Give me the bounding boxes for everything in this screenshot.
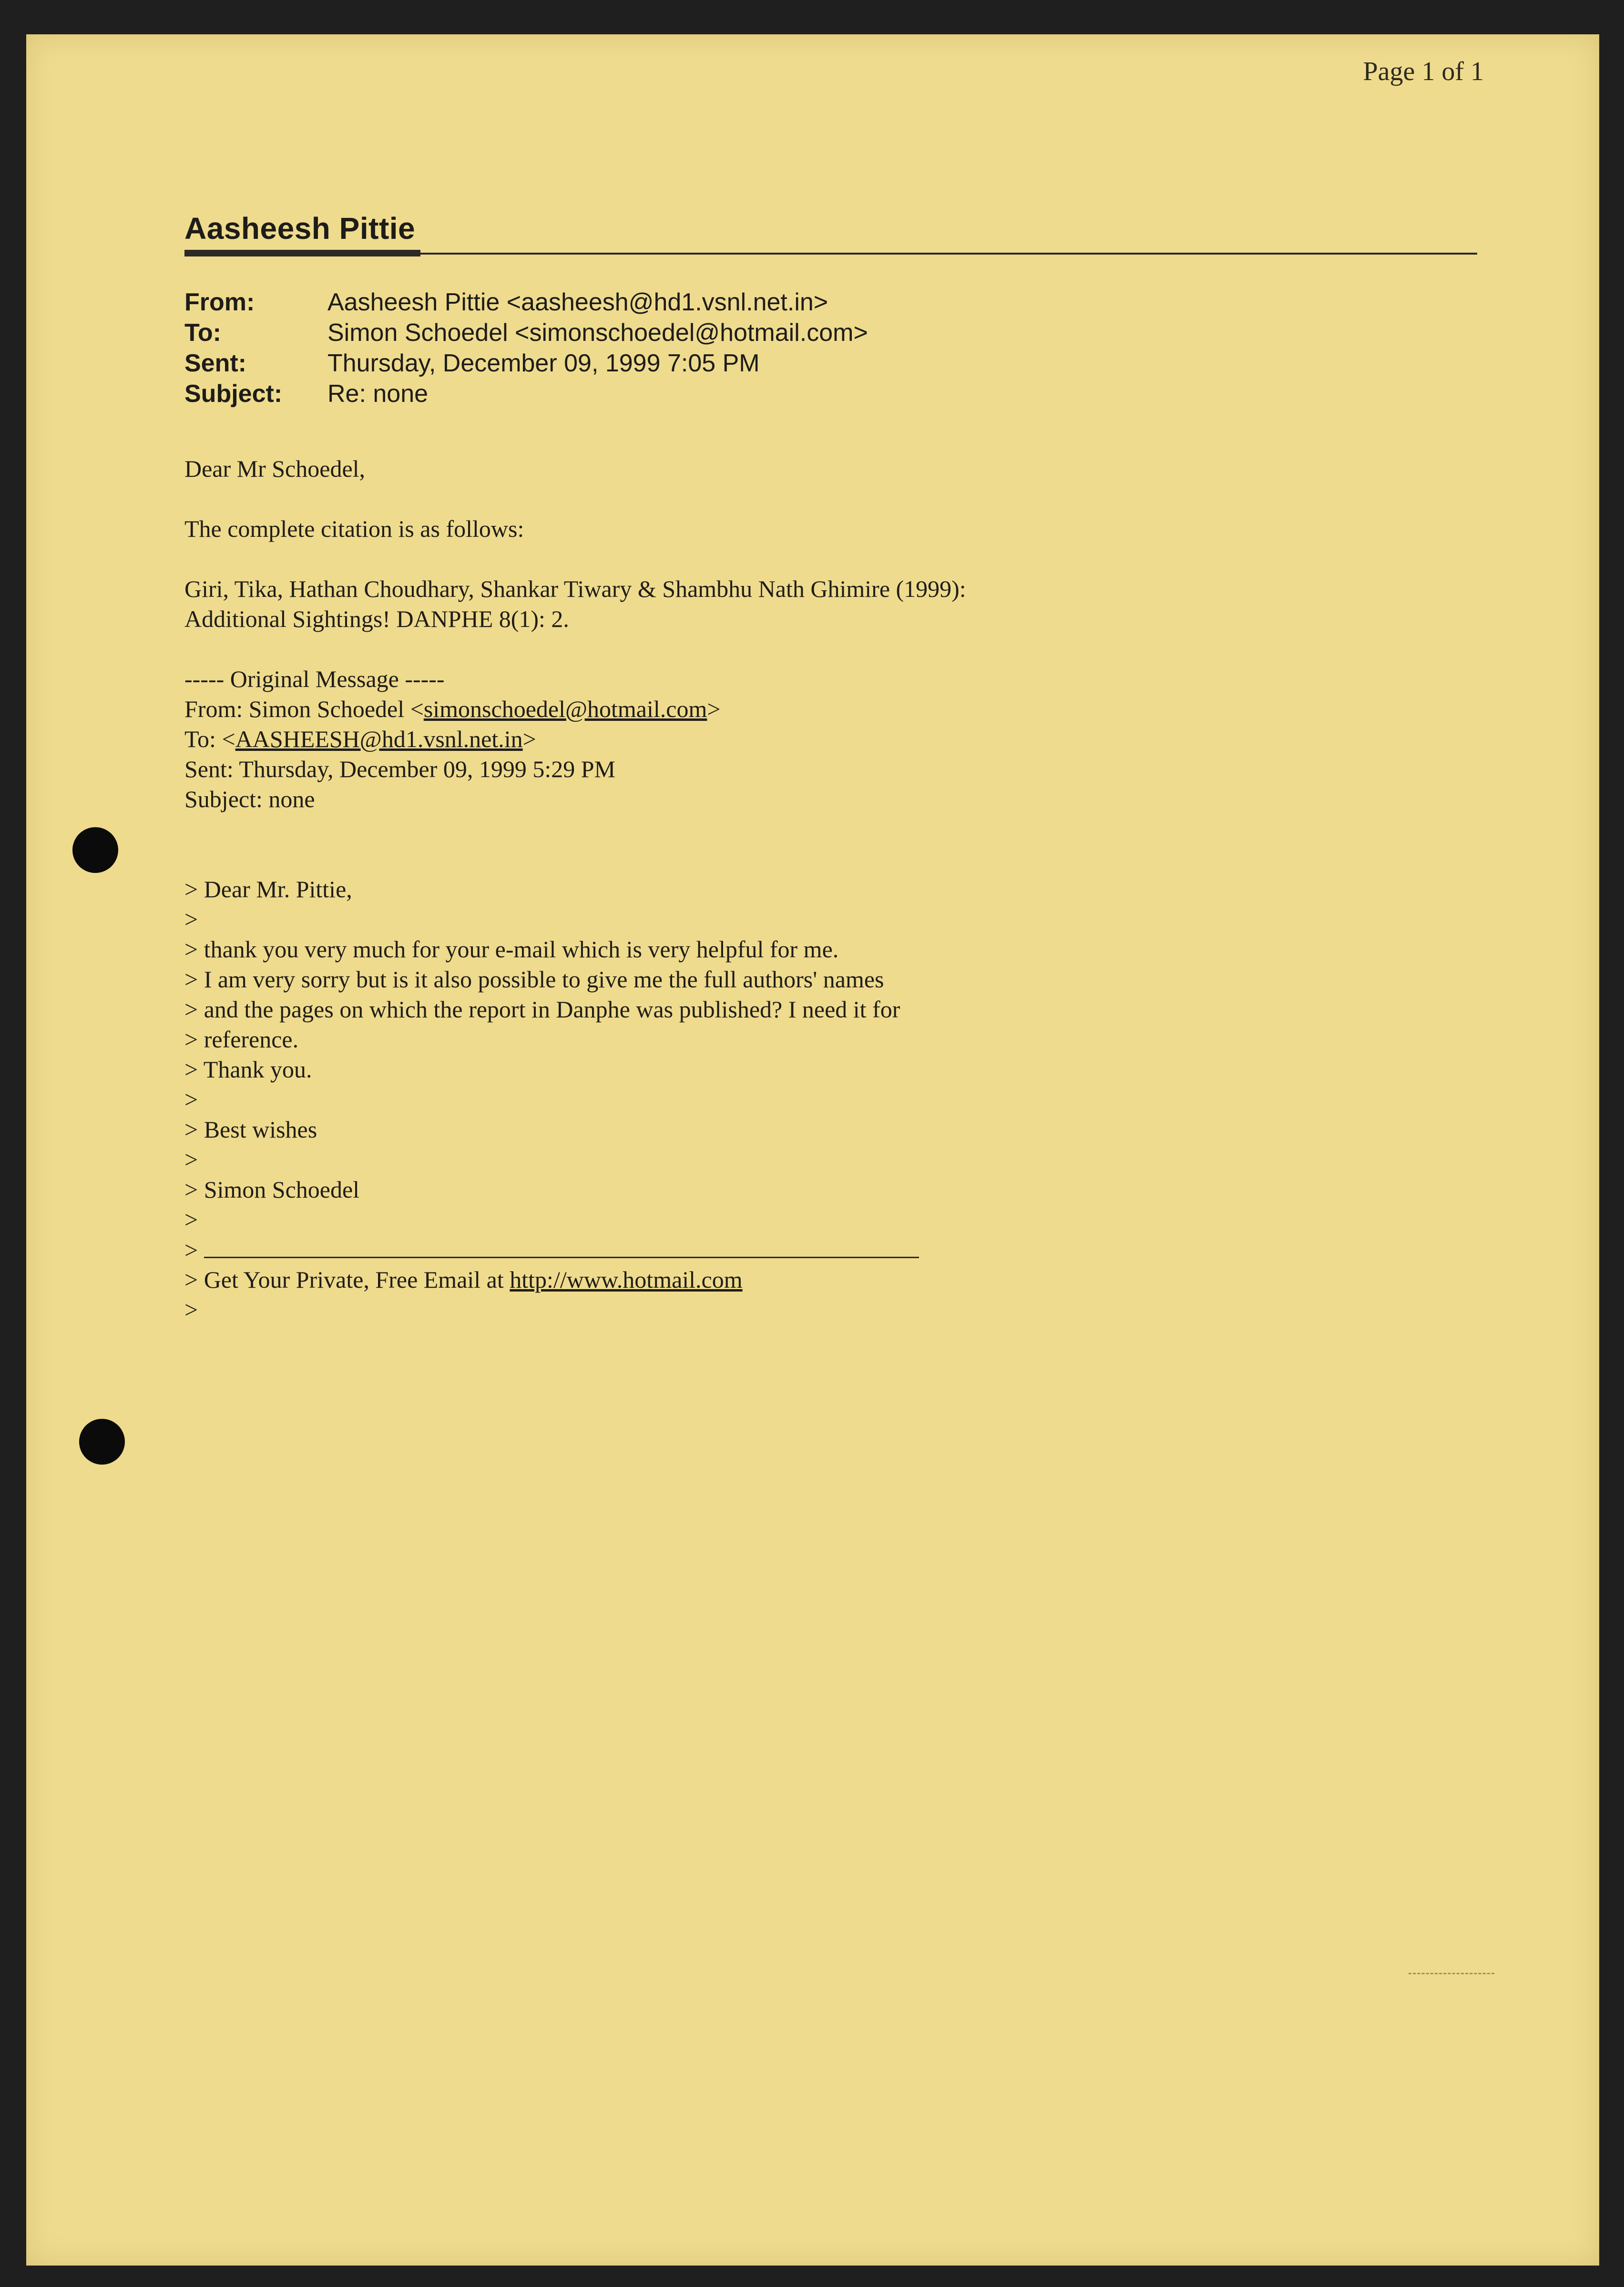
sender-name-heading: Aasheesh Pittie <box>184 211 416 246</box>
sent-row <box>184 348 868 379</box>
quoted-line: > Simon Schoedel <box>184 1176 360 1203</box>
from-value: Aasheesh Pittie <aasheesh@hd1.vsnl.net.in> <box>327 288 828 316</box>
quoted-line: > <box>184 1146 198 1173</box>
sent-value: Thursday, December 09, 1999 7:05 PM <box>327 349 760 377</box>
citation-intro: The complete citation is as follows: <box>184 515 524 542</box>
original-from-suffix: > <box>707 696 721 722</box>
quoted-line: > thank you very much for your e-mail which is very helpful for me. <box>184 936 839 963</box>
citation-line-2: Additional Sightings! DANPHE 8(1): 2. <box>184 605 569 632</box>
greeting: Dear Mr Schoedel, <box>184 455 366 482</box>
heading-underline-bar <box>184 250 420 256</box>
original-subject-line: Subject: none <box>184 786 315 812</box>
to-value: Simon Schoedel <simonschoedel@hotmail.com> <box>327 319 868 347</box>
page-number: Page 1 of 1 <box>1363 57 1484 86</box>
subject-row <box>184 379 868 409</box>
punch-hole-top <box>72 827 118 873</box>
quoted-line: > <box>184 1206 198 1233</box>
quoted-line: > <box>184 1296 198 1323</box>
quoted-line: > Thank you. <box>184 1056 312 1083</box>
quoted-line: > and the pages on which the report in Danphe was published? I need it for <box>184 996 900 1023</box>
original-to-suffix: > <box>522 726 536 752</box>
quoted-line: > Dear Mr. Pittie, <box>184 876 352 902</box>
quoted-line: > reference. <box>184 1026 299 1053</box>
email-header-block <box>184 287 868 409</box>
original-message-separator: ----- Original Message ----- <box>184 666 445 692</box>
original-from-line <box>184 694 1471 724</box>
quoted-footer-prefix: > Get Your Private, Free Email at <box>184 1266 510 1293</box>
document-page <box>26 34 1599 2266</box>
original-from-email-link[interactable]: simonschoedel@hotmail.com <box>423 696 707 722</box>
citation-line-1: Giri, Tika, Hathan Choudhary, Shankar Tiwary & Shambhu Nath Ghimire (1999): <box>184 575 966 602</box>
original-from-prefix: From: Simon Schoedel < <box>184 696 424 722</box>
hotmail-link[interactable]: http://www.hotmail.com <box>510 1266 743 1293</box>
original-to-prefix: To: < <box>184 726 235 752</box>
original-to-line <box>184 724 1471 754</box>
quoted-signature-rule-line <box>184 1235 1471 1265</box>
original-sent-line: Sent: Thursday, December 09, 1999 5:29 PM <box>184 756 616 782</box>
quoted-line: > <box>184 906 198 933</box>
from-row <box>184 287 868 318</box>
subject-label: Subject: <box>184 380 283 408</box>
quoted-line: > Best wishes <box>184 1116 317 1143</box>
from-label: From: <box>184 288 255 316</box>
faint-stamp-mark <box>1409 1971 1494 1974</box>
email-body <box>184 454 1471 1325</box>
punch-hole-bottom <box>79 1419 125 1465</box>
subject-value: Re: none <box>327 380 429 408</box>
quoted-footer-line <box>184 1265 1471 1295</box>
to-label: To: <box>184 319 221 347</box>
quoted-line: > I am very sorry but is it also possible to give me the full authors' names <box>184 966 884 993</box>
quoted-line: > <box>184 1086 198 1113</box>
quoted-marker: > <box>184 1237 198 1263</box>
signature-divider <box>204 1235 919 1258</box>
original-to-email-link[interactable]: AASHEESH@hd1.vsnl.net.in <box>235 726 523 752</box>
to-row <box>184 318 868 348</box>
sent-label: Sent: <box>184 349 246 377</box>
